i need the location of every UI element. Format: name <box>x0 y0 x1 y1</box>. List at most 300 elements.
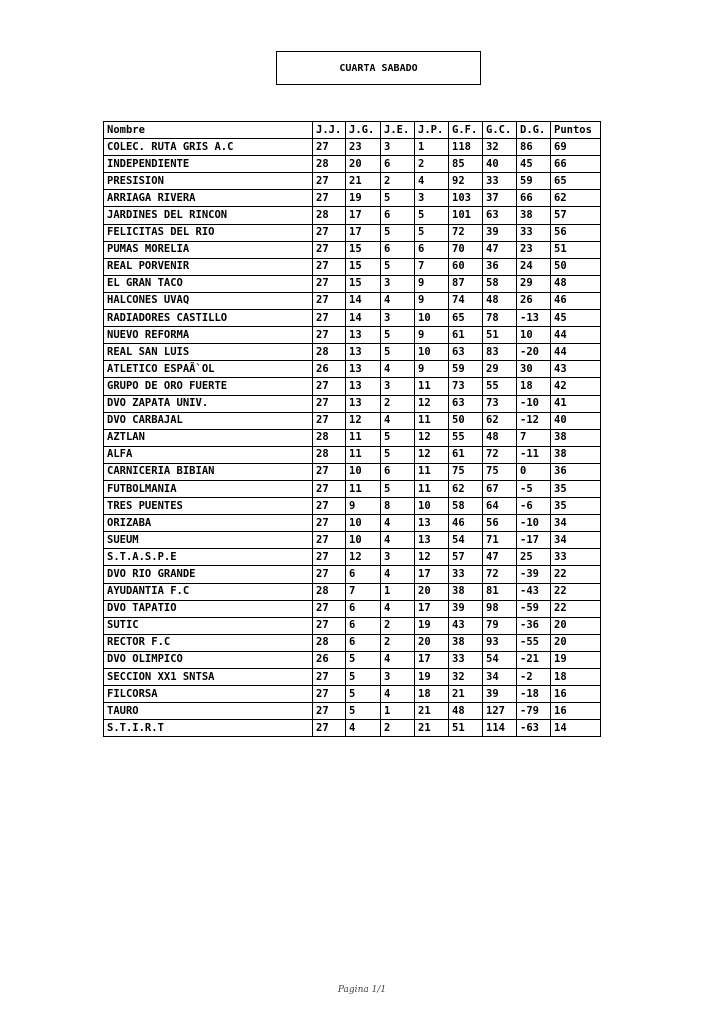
cell-col-jp: 13 <box>415 515 449 532</box>
cell-col-jp: 10 <box>415 310 449 327</box>
cell-col-puntos: 69 <box>551 139 601 156</box>
cell-col-gc: 39 <box>483 686 517 703</box>
cell-col-dg: -63 <box>517 720 551 737</box>
cell-col-je: 3 <box>381 275 415 292</box>
cell-col-gc: 48 <box>483 292 517 309</box>
cell-col-nombre: AZTLAN <box>104 429 313 446</box>
cell-col-gf: 62 <box>449 480 483 497</box>
cell-col-jg: 23 <box>346 139 381 156</box>
cell-col-jp: 9 <box>415 327 449 344</box>
cell-col-gf: 63 <box>449 395 483 412</box>
cell-col-gf: 57 <box>449 549 483 566</box>
cell-col-jj: 27 <box>313 412 346 429</box>
table-row <box>104 583 601 600</box>
cell-col-je: 4 <box>381 292 415 309</box>
table-row <box>104 703 601 720</box>
table-row <box>104 634 601 651</box>
cell-col-jj: 27 <box>313 566 346 583</box>
cell-col-nombre: JARDINES DEL RINCON <box>104 207 313 224</box>
header-col-puntos: Puntos <box>551 122 601 139</box>
cell-col-jp: 6 <box>415 241 449 258</box>
cell-col-dg: -36 <box>517 617 551 634</box>
table-row <box>104 515 601 532</box>
cell-col-gf: 92 <box>449 173 483 190</box>
cell-col-dg: -55 <box>517 634 551 651</box>
cell-col-je: 6 <box>381 241 415 258</box>
table-row <box>104 617 601 634</box>
cell-col-nombre: DVO CARBAJAL <box>104 412 313 429</box>
cell-col-gc: 114 <box>483 720 517 737</box>
cell-col-jp: 20 <box>415 583 449 600</box>
cell-col-jg: 5 <box>346 651 381 668</box>
cell-col-je: 4 <box>381 412 415 429</box>
cell-col-puntos: 22 <box>551 566 601 583</box>
cell-col-puntos: 33 <box>551 549 601 566</box>
cell-col-je: 5 <box>381 480 415 497</box>
table-row <box>104 224 601 241</box>
cell-col-nombre: PRESISION <box>104 173 313 190</box>
cell-col-jg: 6 <box>346 600 381 617</box>
cell-col-jg: 5 <box>346 669 381 686</box>
cell-col-jj: 28 <box>313 446 346 463</box>
cell-col-je: 3 <box>381 378 415 395</box>
cell-col-je: 4 <box>381 566 415 583</box>
cell-col-nombre: SECCION XX1 SNTSA <box>104 669 313 686</box>
cell-col-jg: 13 <box>346 378 381 395</box>
cell-col-gc: 62 <box>483 412 517 429</box>
table-row <box>104 258 601 275</box>
cell-col-puntos: 34 <box>551 515 601 532</box>
cell-col-dg: -43 <box>517 583 551 600</box>
cell-col-gf: 65 <box>449 310 483 327</box>
cell-col-puntos: 48 <box>551 275 601 292</box>
cell-col-dg: 45 <box>517 156 551 173</box>
cell-col-jg: 15 <box>346 275 381 292</box>
cell-col-gc: 72 <box>483 566 517 583</box>
cell-col-dg: -21 <box>517 651 551 668</box>
cell-col-jj: 27 <box>313 310 346 327</box>
cell-col-gf: 38 <box>449 634 483 651</box>
cell-col-puntos: 65 <box>551 173 601 190</box>
cell-col-nombre: ORIZABA <box>104 515 313 532</box>
cell-col-jp: 18 <box>415 686 449 703</box>
cell-col-jg: 4 <box>346 720 381 737</box>
cell-col-jp: 10 <box>415 498 449 515</box>
cell-col-gf: 101 <box>449 207 483 224</box>
cell-col-puntos: 38 <box>551 446 601 463</box>
cell-col-je: 4 <box>381 600 415 617</box>
cell-col-jg: 12 <box>346 549 381 566</box>
table-row <box>104 327 601 344</box>
cell-col-gf: 33 <box>449 566 483 583</box>
cell-col-gf: 43 <box>449 617 483 634</box>
cell-col-jg: 12 <box>346 412 381 429</box>
cell-col-jj: 27 <box>313 275 346 292</box>
cell-col-gc: 55 <box>483 378 517 395</box>
cell-col-jg: 13 <box>346 395 381 412</box>
cell-col-dg: 30 <box>517 361 551 378</box>
cell-col-jg: 15 <box>346 241 381 258</box>
cell-col-jp: 7 <box>415 258 449 275</box>
cell-col-dg: 23 <box>517 241 551 258</box>
cell-col-jp: 5 <box>415 207 449 224</box>
table-row <box>104 549 601 566</box>
cell-col-jp: 17 <box>415 566 449 583</box>
cell-col-puntos: 43 <box>551 361 601 378</box>
cell-col-jj: 27 <box>313 395 346 412</box>
cell-col-jj: 27 <box>313 327 346 344</box>
cell-col-nombre: DVO TAPATIO <box>104 600 313 617</box>
table-row <box>104 275 601 292</box>
cell-col-gc: 36 <box>483 258 517 275</box>
cell-col-nombre: S.T.I.R.T <box>104 720 313 737</box>
cell-col-gc: 78 <box>483 310 517 327</box>
table-header-row <box>104 122 601 139</box>
header-col-nombre: Nombre <box>104 122 313 139</box>
cell-col-jj: 27 <box>313 669 346 686</box>
cell-col-gc: 40 <box>483 156 517 173</box>
cell-col-gc: 72 <box>483 446 517 463</box>
cell-col-nombre: FELICITAS DEL RIO <box>104 224 313 241</box>
cell-col-nombre: DVO ZAPATA UNIV. <box>104 395 313 412</box>
cell-col-dg: 66 <box>517 190 551 207</box>
cell-col-gc: 93 <box>483 634 517 651</box>
cell-col-je: 6 <box>381 156 415 173</box>
cell-col-gc: 58 <box>483 275 517 292</box>
table-row <box>104 344 601 361</box>
cell-col-gc: 37 <box>483 190 517 207</box>
cell-col-dg: 25 <box>517 549 551 566</box>
table-row <box>104 139 601 156</box>
header-col-jp: J.P. <box>415 122 449 139</box>
cell-col-gf: 33 <box>449 651 483 668</box>
table-row <box>104 207 601 224</box>
cell-col-puntos: 22 <box>551 583 601 600</box>
cell-col-jj: 27 <box>313 480 346 497</box>
header-col-gf: G.F. <box>449 122 483 139</box>
cell-col-jg: 20 <box>346 156 381 173</box>
cell-col-gf: 85 <box>449 156 483 173</box>
cell-col-je: 2 <box>381 395 415 412</box>
cell-col-jg: 7 <box>346 583 381 600</box>
cell-col-gf: 55 <box>449 429 483 446</box>
table-row <box>104 156 601 173</box>
cell-col-nombre: SUEUM <box>104 532 313 549</box>
cell-col-gf: 59 <box>449 361 483 378</box>
cell-col-jj: 27 <box>313 617 346 634</box>
cell-col-dg: 18 <box>517 378 551 395</box>
cell-col-puntos: 34 <box>551 532 601 549</box>
table-row <box>104 686 601 703</box>
cell-col-nombre: AYUDANTIA F.C <box>104 583 313 600</box>
cell-col-nombre: ARRIAGA RIVERA <box>104 190 313 207</box>
cell-col-jj: 28 <box>313 156 346 173</box>
cell-col-je: 1 <box>381 583 415 600</box>
cell-col-gf: 61 <box>449 327 483 344</box>
cell-col-je: 4 <box>381 515 415 532</box>
cell-col-gc: 79 <box>483 617 517 634</box>
cell-col-jp: 12 <box>415 549 449 566</box>
cell-col-jj: 27 <box>313 190 346 207</box>
table-row <box>104 720 601 737</box>
cell-col-nombre: DVO OLIMPICO <box>104 651 313 668</box>
cell-col-jg: 5 <box>346 686 381 703</box>
cell-col-jj: 27 <box>313 549 346 566</box>
cell-col-nombre: DVO RIO GRANDE <box>104 566 313 583</box>
cell-col-jj: 27 <box>313 173 346 190</box>
cell-col-jg: 5 <box>346 703 381 720</box>
table-row <box>104 241 601 258</box>
cell-col-nombre: FILCORSA <box>104 686 313 703</box>
cell-col-dg: 86 <box>517 139 551 156</box>
cell-col-jg: 10 <box>346 515 381 532</box>
cell-col-jj: 28 <box>313 207 346 224</box>
cell-col-jp: 12 <box>415 395 449 412</box>
cell-col-jg: 10 <box>346 463 381 480</box>
cell-col-dg: -79 <box>517 703 551 720</box>
cell-col-dg: -20 <box>517 344 551 361</box>
cell-col-jp: 11 <box>415 412 449 429</box>
cell-col-jp: 9 <box>415 361 449 378</box>
cell-col-jj: 28 <box>313 583 346 600</box>
cell-col-jj: 27 <box>313 463 346 480</box>
cell-col-je: 3 <box>381 310 415 327</box>
cell-col-nombre: GRUPO DE ORO FUERTE <box>104 378 313 395</box>
cell-col-gf: 39 <box>449 600 483 617</box>
cell-col-je: 2 <box>381 720 415 737</box>
cell-col-dg: 59 <box>517 173 551 190</box>
cell-col-nombre: INDEPENDIENTE <box>104 156 313 173</box>
cell-col-puntos: 57 <box>551 207 601 224</box>
cell-col-je: 5 <box>381 446 415 463</box>
cell-col-nombre: TAURO <box>104 703 313 720</box>
cell-col-jj: 27 <box>313 258 346 275</box>
cell-col-jg: 14 <box>346 310 381 327</box>
cell-col-puntos: 56 <box>551 224 601 241</box>
table-row <box>104 190 601 207</box>
cell-col-gf: 74 <box>449 292 483 309</box>
cell-col-puntos: 44 <box>551 327 601 344</box>
cell-col-nombre: RADIADORES CASTILLO <box>104 310 313 327</box>
table-row <box>104 446 601 463</box>
page-footer: Pagina 1/1 <box>337 985 387 995</box>
cell-col-dg: 33 <box>517 224 551 241</box>
table-row <box>104 361 601 378</box>
cell-col-jj: 27 <box>313 224 346 241</box>
table-row <box>104 412 601 429</box>
cell-col-je: 3 <box>381 139 415 156</box>
cell-col-gc: 54 <box>483 651 517 668</box>
cell-col-gc: 33 <box>483 173 517 190</box>
cell-col-jg: 11 <box>346 429 381 446</box>
cell-col-jg: 13 <box>346 327 381 344</box>
cell-col-jg: 17 <box>346 207 381 224</box>
page-title: CUARTA SABADO <box>276 51 481 85</box>
cell-col-jp: 17 <box>415 651 449 668</box>
cell-col-nombre: TRES PUENTES <box>104 498 313 515</box>
cell-col-puntos: 35 <box>551 480 601 497</box>
cell-col-gf: 54 <box>449 532 483 549</box>
table-row <box>104 429 601 446</box>
cell-col-jp: 2 <box>415 156 449 173</box>
cell-col-nombre: ATLETICO ESPAÃ`OL <box>104 361 313 378</box>
cell-col-je: 2 <box>381 634 415 651</box>
cell-col-puntos: 20 <box>551 634 601 651</box>
cell-col-je: 4 <box>381 361 415 378</box>
cell-col-jp: 9 <box>415 292 449 309</box>
cell-col-je: 5 <box>381 344 415 361</box>
cell-col-dg: -13 <box>517 310 551 327</box>
cell-col-jg: 13 <box>346 344 381 361</box>
cell-col-je: 5 <box>381 224 415 241</box>
cell-col-dg: -2 <box>517 669 551 686</box>
cell-col-gc: 56 <box>483 515 517 532</box>
cell-col-gf: 87 <box>449 275 483 292</box>
cell-col-jp: 21 <box>415 720 449 737</box>
cell-col-jj: 27 <box>313 139 346 156</box>
cell-col-jj: 27 <box>313 532 346 549</box>
cell-col-dg: -59 <box>517 600 551 617</box>
cell-col-je: 5 <box>381 190 415 207</box>
cell-col-gc: 51 <box>483 327 517 344</box>
table-row <box>104 480 601 497</box>
cell-col-jg: 19 <box>346 190 381 207</box>
cell-col-gf: 103 <box>449 190 483 207</box>
cell-col-jp: 3 <box>415 190 449 207</box>
cell-col-jj: 27 <box>313 498 346 515</box>
cell-col-gc: 39 <box>483 224 517 241</box>
cell-col-gf: 61 <box>449 446 483 463</box>
table-row <box>104 669 601 686</box>
cell-col-gc: 83 <box>483 344 517 361</box>
cell-col-dg: -10 <box>517 395 551 412</box>
cell-col-puntos: 38 <box>551 429 601 446</box>
cell-col-jp: 17 <box>415 600 449 617</box>
table-row <box>104 173 601 190</box>
header-col-jj: J.J. <box>313 122 346 139</box>
table-row <box>104 532 601 549</box>
cell-col-nombre: RECTOR F.C <box>104 634 313 651</box>
cell-col-dg: -39 <box>517 566 551 583</box>
cell-col-puntos: 16 <box>551 686 601 703</box>
cell-col-nombre: COLEC. RUTA GRIS A.C <box>104 139 313 156</box>
cell-col-nombre: EL GRAN TACO <box>104 275 313 292</box>
cell-col-nombre: REAL PORVENIR <box>104 258 313 275</box>
cell-col-gc: 32 <box>483 139 517 156</box>
cell-col-nombre: REAL SAN LUIS <box>104 344 313 361</box>
cell-col-dg: 10 <box>517 327 551 344</box>
cell-col-jj: 28 <box>313 429 346 446</box>
header-col-je: J.E. <box>381 122 415 139</box>
cell-col-jj: 28 <box>313 634 346 651</box>
cell-col-jj: 26 <box>313 651 346 668</box>
cell-col-puntos: 40 <box>551 412 601 429</box>
cell-col-jg: 9 <box>346 498 381 515</box>
cell-col-puntos: 22 <box>551 600 601 617</box>
cell-col-dg: -18 <box>517 686 551 703</box>
cell-col-jg: 21 <box>346 173 381 190</box>
cell-col-nombre: NUEVO REFORMA <box>104 327 313 344</box>
cell-col-puntos: 36 <box>551 463 601 480</box>
cell-col-gf: 60 <box>449 258 483 275</box>
cell-col-jg: 6 <box>346 617 381 634</box>
cell-col-puntos: 51 <box>551 241 601 258</box>
cell-col-dg: 29 <box>517 275 551 292</box>
cell-col-jp: 9 <box>415 275 449 292</box>
cell-col-puntos: 19 <box>551 651 601 668</box>
cell-col-je: 5 <box>381 429 415 446</box>
cell-col-jp: 13 <box>415 532 449 549</box>
cell-col-jp: 12 <box>415 429 449 446</box>
cell-col-jp: 11 <box>415 480 449 497</box>
cell-col-gf: 38 <box>449 583 483 600</box>
cell-col-gc: 29 <box>483 361 517 378</box>
cell-col-jp: 19 <box>415 617 449 634</box>
cell-col-puntos: 66 <box>551 156 601 173</box>
cell-col-gf: 73 <box>449 378 483 395</box>
cell-col-puntos: 50 <box>551 258 601 275</box>
cell-col-je: 5 <box>381 327 415 344</box>
table-row <box>104 463 601 480</box>
cell-col-jp: 5 <box>415 224 449 241</box>
cell-col-dg: -17 <box>517 532 551 549</box>
cell-col-jp: 11 <box>415 378 449 395</box>
table-row <box>104 498 601 515</box>
cell-col-jj: 27 <box>313 600 346 617</box>
cell-col-gf: 63 <box>449 344 483 361</box>
cell-col-jj: 27 <box>313 378 346 395</box>
cell-col-puntos: 18 <box>551 669 601 686</box>
cell-col-jp: 19 <box>415 669 449 686</box>
cell-col-gc: 127 <box>483 703 517 720</box>
table-row <box>104 651 601 668</box>
cell-col-nombre: SUTIC <box>104 617 313 634</box>
cell-col-gc: 81 <box>483 583 517 600</box>
cell-col-gc: 64 <box>483 498 517 515</box>
cell-col-dg: 26 <box>517 292 551 309</box>
table-row <box>104 310 601 327</box>
cell-col-gf: 70 <box>449 241 483 258</box>
cell-col-dg: 0 <box>517 463 551 480</box>
cell-col-nombre: CARNICERIA BIBIAN <box>104 463 313 480</box>
cell-col-jj: 27 <box>313 292 346 309</box>
cell-col-puntos: 20 <box>551 617 601 634</box>
cell-col-je: 2 <box>381 617 415 634</box>
cell-col-gf: 50 <box>449 412 483 429</box>
cell-col-je: 3 <box>381 549 415 566</box>
cell-col-dg: 7 <box>517 429 551 446</box>
cell-col-gc: 67 <box>483 480 517 497</box>
cell-col-jj: 28 <box>313 344 346 361</box>
cell-col-puntos: 42 <box>551 378 601 395</box>
cell-col-jp: 12 <box>415 446 449 463</box>
cell-col-jp: 10 <box>415 344 449 361</box>
cell-col-puntos: 35 <box>551 498 601 515</box>
cell-col-jp: 4 <box>415 173 449 190</box>
header-col-dg: D.G. <box>517 122 551 139</box>
table-row <box>104 600 601 617</box>
cell-col-jj: 27 <box>313 720 346 737</box>
cell-col-dg: -12 <box>517 412 551 429</box>
cell-col-je: 4 <box>381 651 415 668</box>
cell-col-jj: 26 <box>313 361 346 378</box>
cell-col-puntos: 44 <box>551 344 601 361</box>
cell-col-jg: 15 <box>346 258 381 275</box>
cell-col-jg: 6 <box>346 634 381 651</box>
cell-col-nombre: PUMAS MORELIA <box>104 241 313 258</box>
cell-col-gc: 34 <box>483 669 517 686</box>
standings-table <box>103 121 601 737</box>
